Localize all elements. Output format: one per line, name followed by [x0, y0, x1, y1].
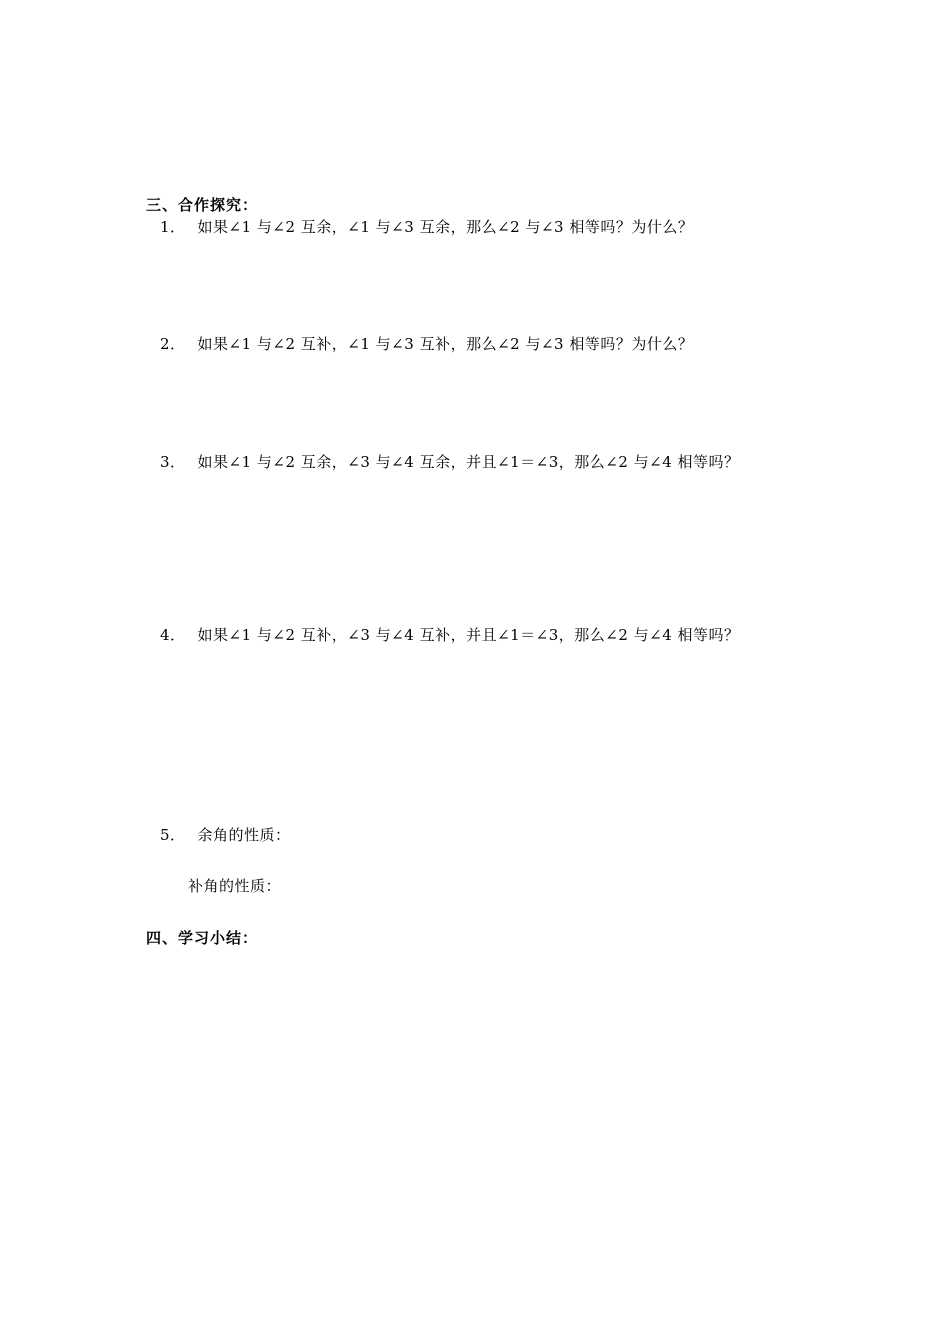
question-3 — [160, 451, 740, 472]
question-1 — [160, 216, 693, 237]
question-3-number: 3． — [160, 453, 186, 471]
question-1-text: 如果∠1 与∠2 互余，∠1 与∠3 互余，那么∠2 与∠3 相等吗？为什么？ — [197, 218, 694, 236]
question-3-text: 如果∠1 与∠2 互余，∠3 与∠4 互余，并且∠1＝∠3，那么∠2 与∠4 相等吗？ — [197, 453, 740, 471]
question-5-number: 5． — [160, 826, 186, 844]
question-4-text: 如果∠1 与∠2 互补，∠3 与∠4 互补，并且∠1＝∠3，那么∠2 与∠4 相等吗？ — [197, 626, 740, 644]
question-5 — [160, 824, 291, 845]
question-1-number: 1． — [160, 218, 186, 236]
question-2-text: 如果∠1 与∠2 互补，∠1 与∠3 互补，那么∠2 与∠3 相等吗？为什么？ — [197, 335, 694, 353]
question-2-number: 2． — [160, 335, 186, 353]
question-2 — [160, 333, 693, 354]
section-4-heading: 四、学习小结： — [146, 929, 259, 947]
supplement-property-label: 补角的性质： — [188, 877, 282, 895]
question-5-text: 余角的性质： — [197, 826, 291, 844]
question-4-number: 4． — [160, 626, 186, 644]
question-4 — [160, 624, 740, 645]
section-3-heading: 三、合作探究： — [146, 196, 259, 214]
